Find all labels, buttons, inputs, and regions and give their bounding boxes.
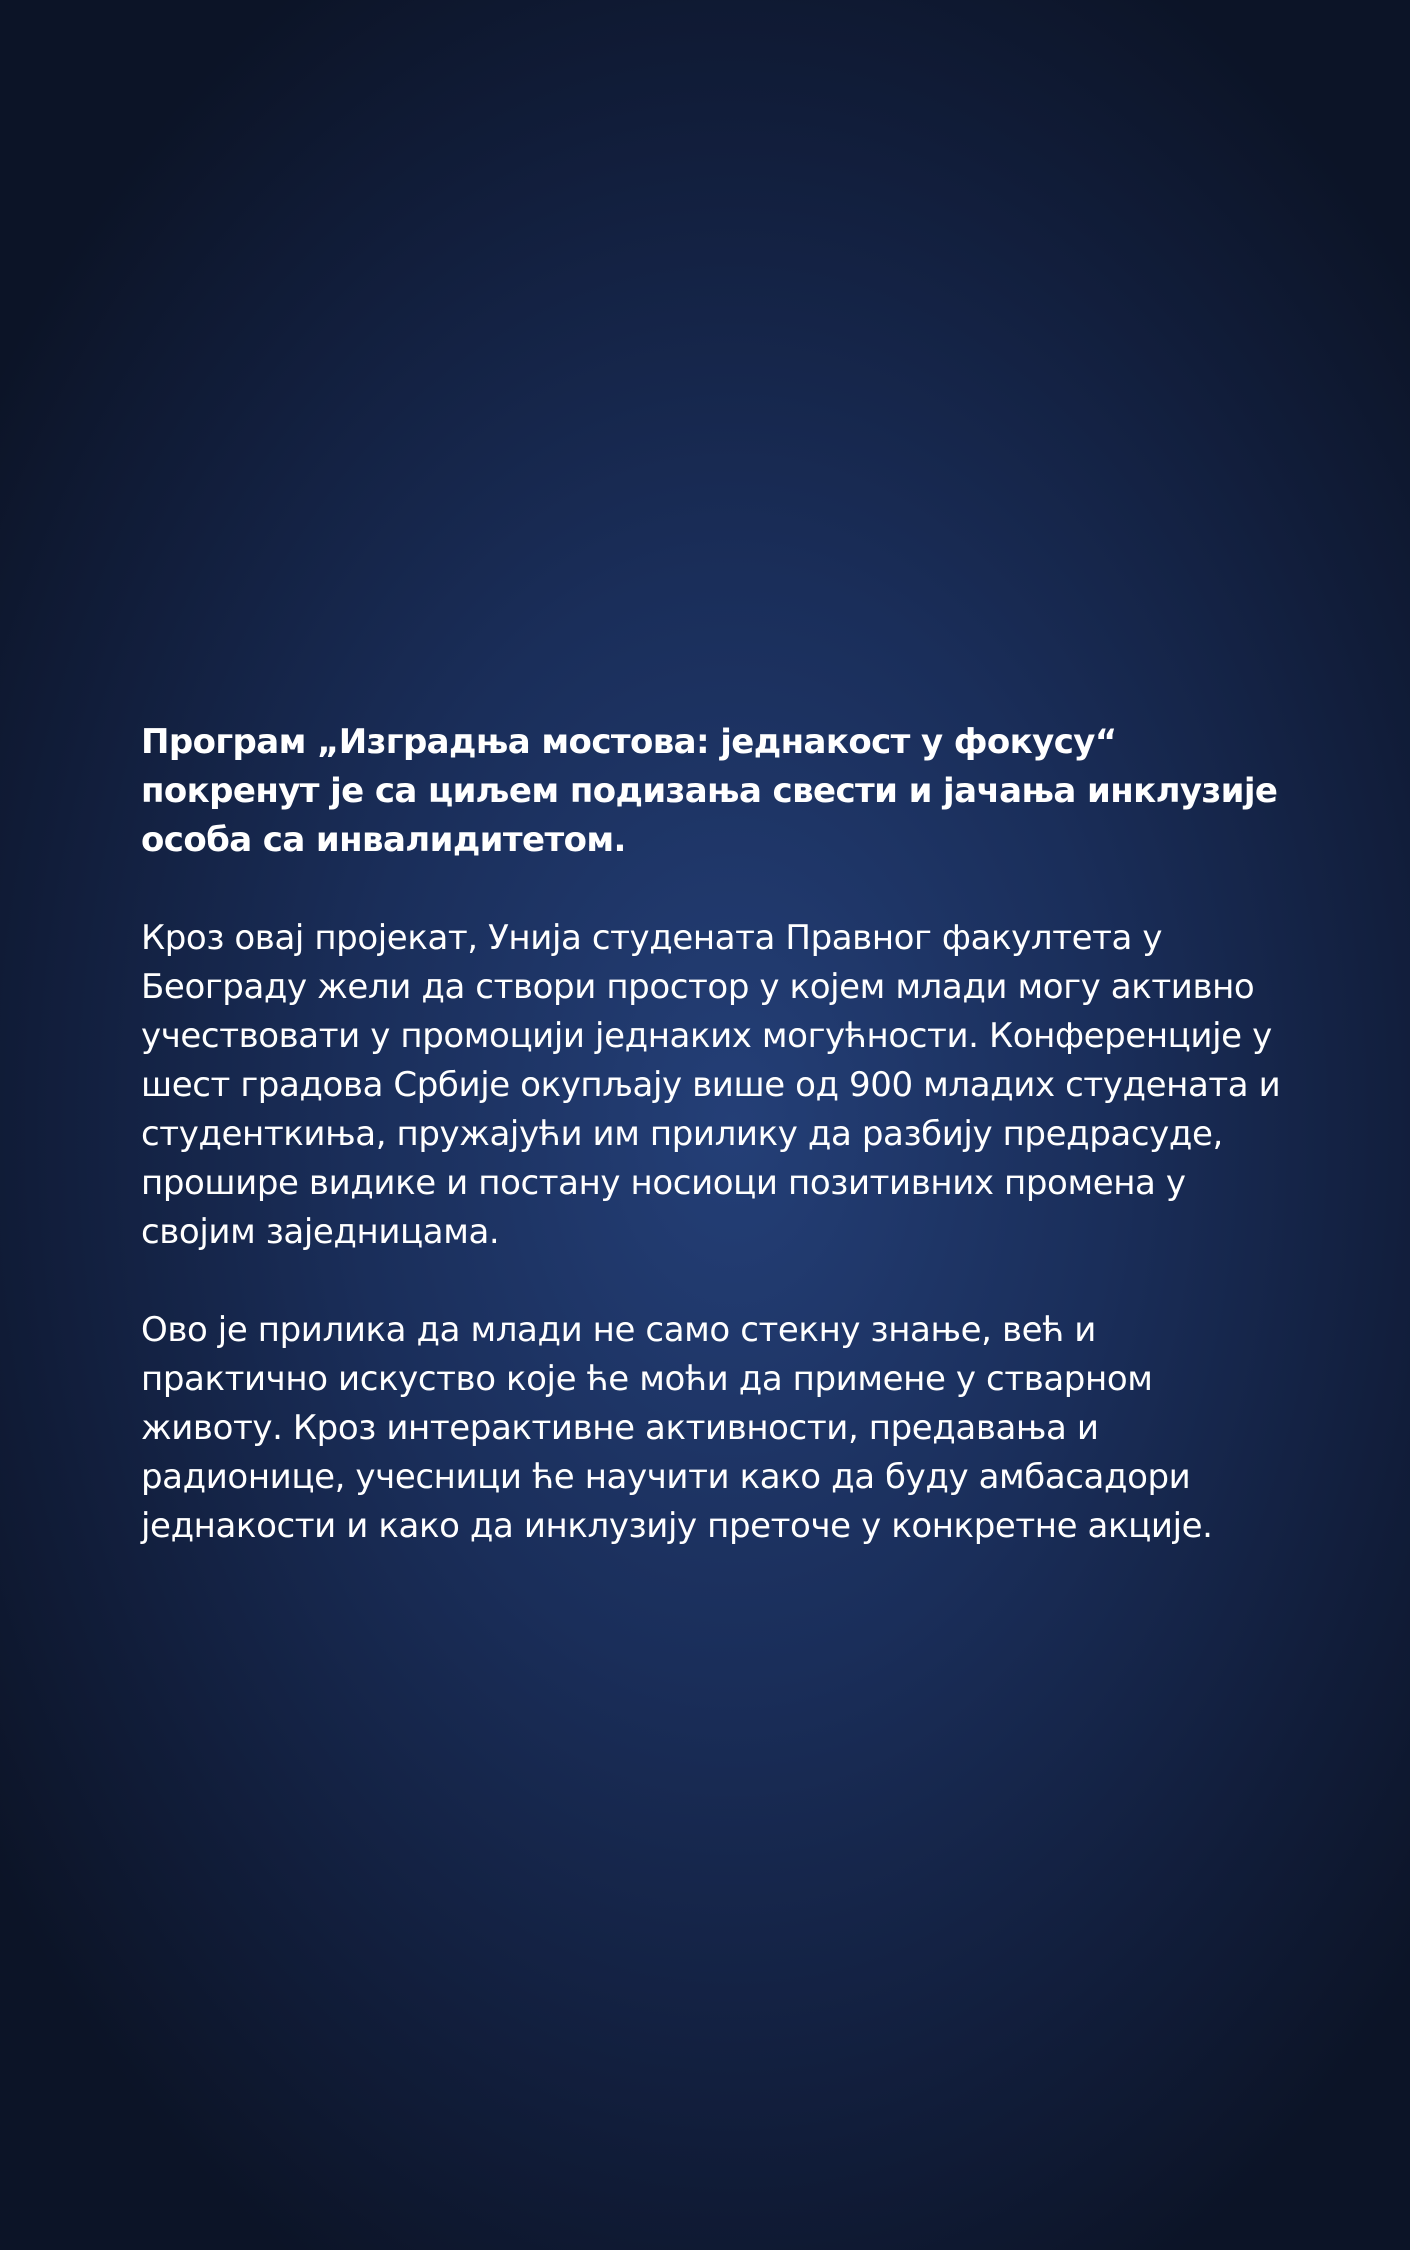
body-paragraph-project: Кроз овај пројекат, Унија студената Правног факултета у Београду жели да створи простор у којем млади могу активно учествовати у промоцији једнаких могућности. Конференције у шест градова Србије окупљају више од 900 младих студената и студенткиња, пружајући им прилику да разбију предрасуде, прошире видике и постану носиоци позитивних промена у својим заједницама. <box>141 918 1281 1252</box>
intro-paragraph: Програм „Изградња мостова: једнакост у фокусу“ покренут је са циљем подизања свести и јачања инклузије особа са инвалидитетом. <box>141 722 1278 860</box>
body-paragraph-opportunity: Ово је прилика да млади не само стекну знање, већ и практично искуство које ће моћи да примене у стварном животу. Кроз интерактивне активности, предавања и радионице, учесници ће научити како да буду амбасадори једнакости и како да инклузију преточе у конкретне акције. <box>141 1310 1213 1546</box>
document-body <box>141 718 1291 1551</box>
